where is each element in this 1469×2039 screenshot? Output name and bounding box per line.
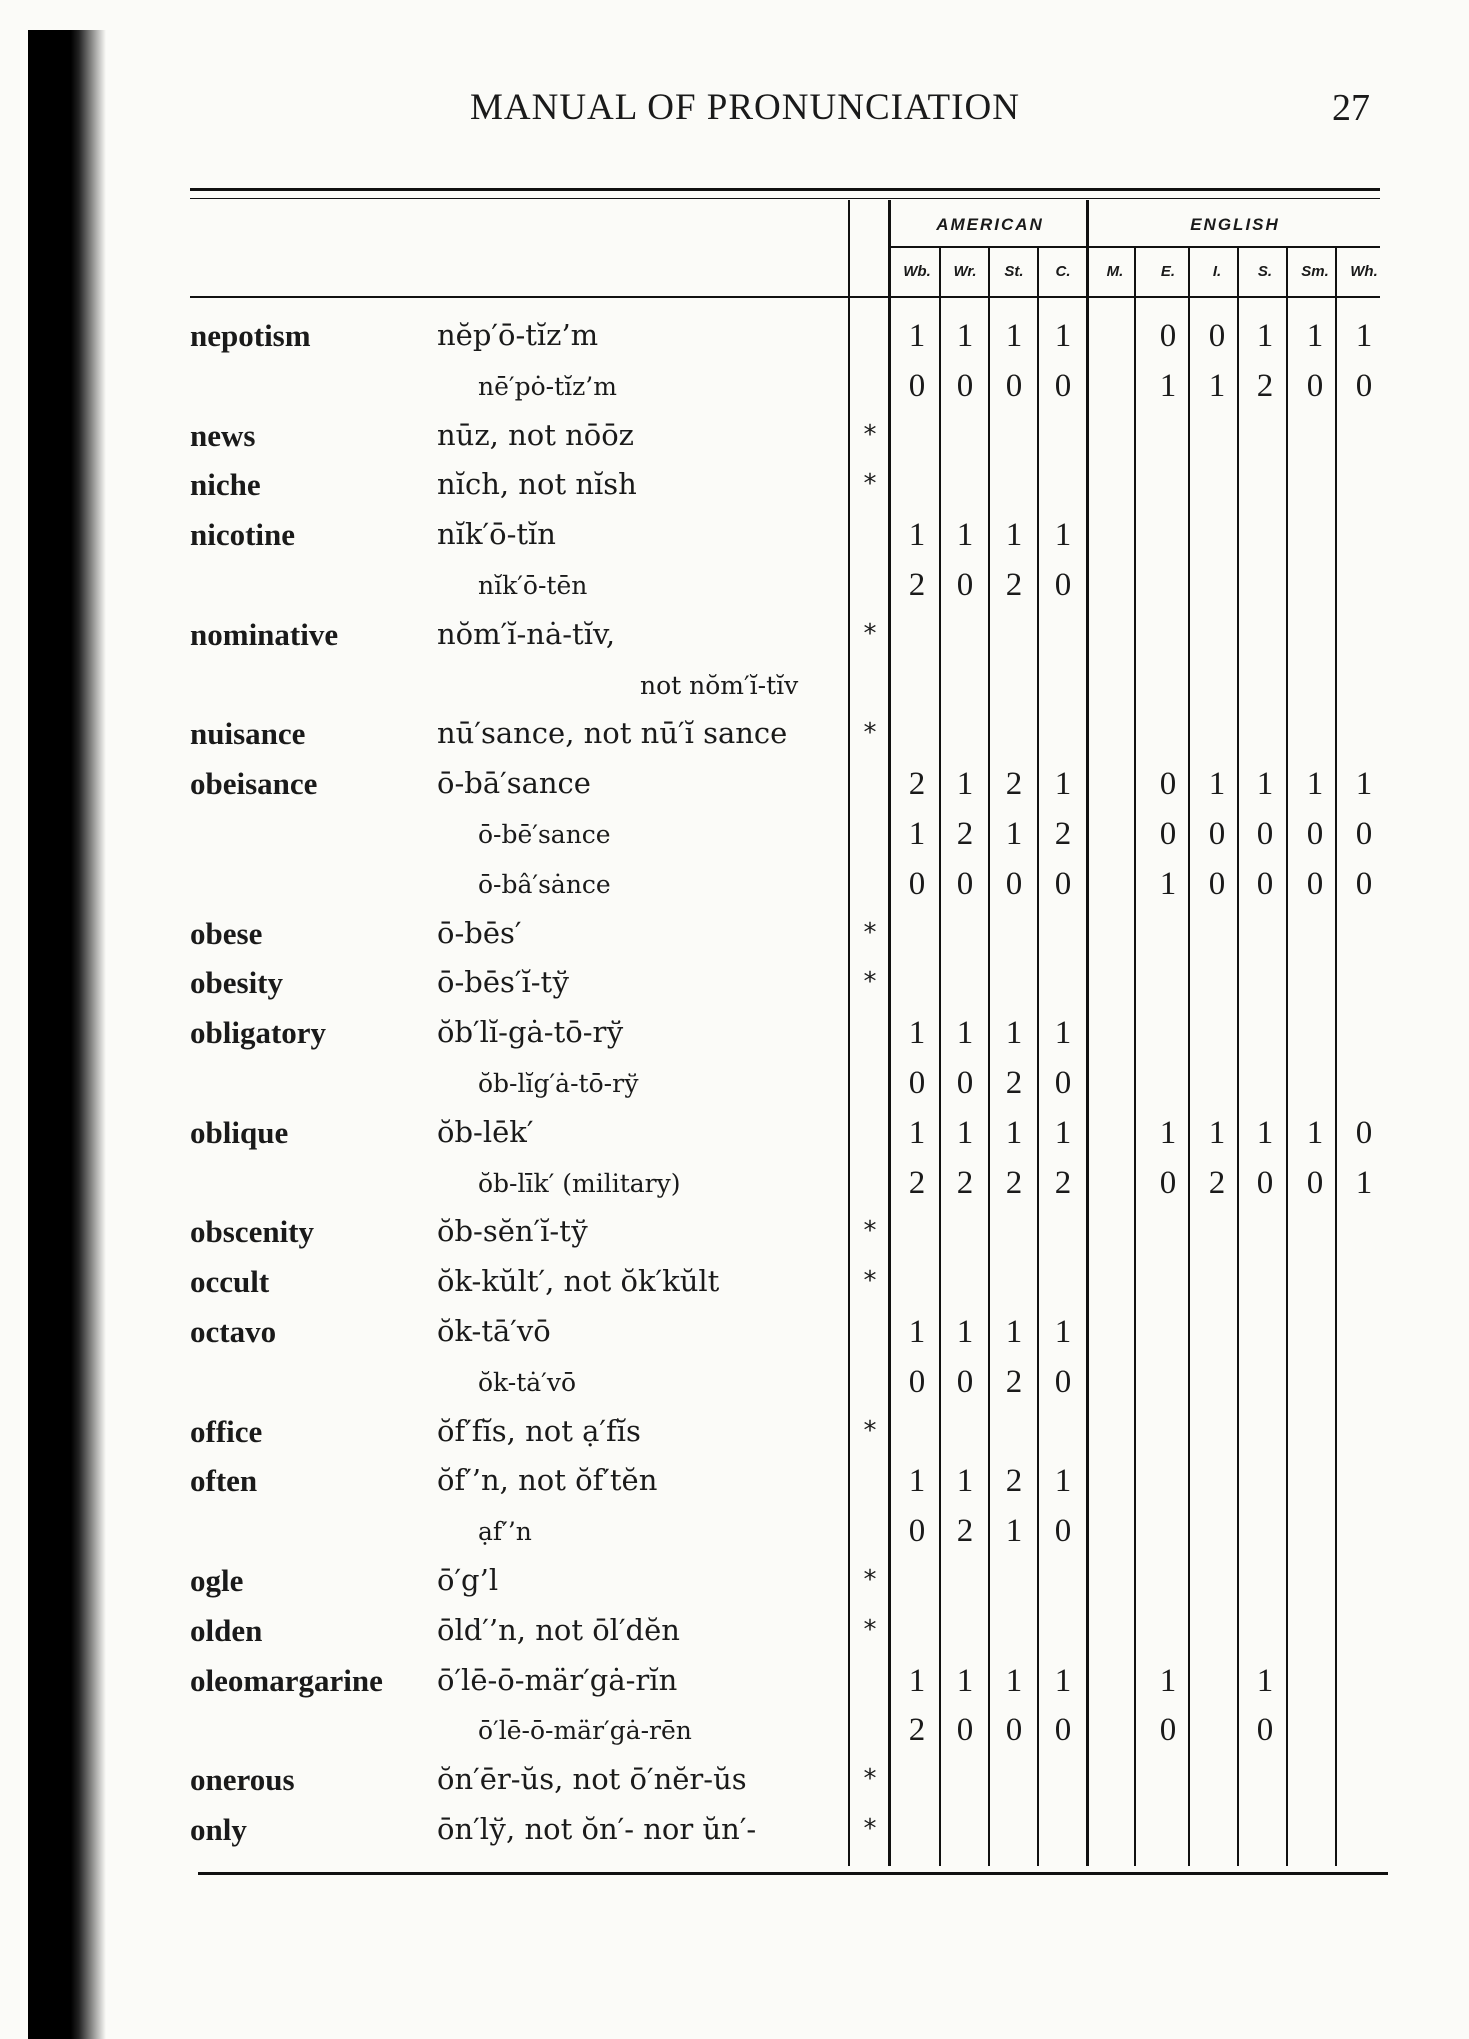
headword: olden	[190, 1612, 263, 1648]
group-label-english: ENGLISH	[1190, 215, 1280, 234]
american-count: 1	[956, 1314, 974, 1350]
pronunciation: ō-bē′sance	[478, 820, 611, 849]
table-row	[0, 1812, 1469, 1862]
preferred-marker: *	[863, 1764, 877, 1795]
pronunciation: ŏk-kŭlt′, not ŏk′kŭlt	[437, 1264, 720, 1299]
english-count: 0	[1159, 1712, 1177, 1749]
table-row	[0, 1115, 1469, 1165]
american-count: 2	[956, 816, 974, 852]
american-count: 1	[956, 517, 974, 554]
english-count: 0	[1208, 865, 1226, 902]
column-header-e: E.	[1160, 263, 1176, 280]
american-count: 2	[956, 1164, 974, 1201]
english-count: 0	[1208, 318, 1226, 354]
english-count: 0	[1256, 1712, 1274, 1749]
english-count: 1	[1256, 318, 1274, 354]
american-count: 2	[1054, 816, 1072, 852]
american-count: 2	[908, 567, 926, 603]
english-count: 1	[1306, 1114, 1324, 1151]
english-count: 0	[1159, 1164, 1177, 1201]
english-count: 0	[1208, 816, 1226, 852]
pronunciation: nĭk′ō-tēn	[478, 571, 588, 600]
headword: obscenity	[190, 1214, 314, 1250]
english-count: 0	[1256, 865, 1274, 902]
table-row	[0, 1165, 1469, 1215]
pronunciation: ŏb-sĕn′ĭ-tў	[437, 1214, 588, 1249]
column-header-wr: Wr.	[953, 263, 977, 280]
table-row	[0, 1414, 1469, 1464]
american-count: 1	[956, 766, 974, 803]
american-count: 1	[1005, 816, 1023, 852]
english-count: 1	[1208, 367, 1226, 404]
english-count: 1	[1256, 766, 1274, 803]
headword: nominative	[190, 616, 339, 652]
american-count: 2	[1005, 1065, 1023, 1101]
american-count: 2	[908, 1164, 926, 1201]
english-count: 1	[1355, 1164, 1373, 1201]
table-row	[0, 318, 1469, 368]
american-count: 1	[1005, 1662, 1023, 1699]
headword: ogle	[190, 1563, 244, 1598]
table-row	[0, 517, 1469, 567]
headword: nepotism	[190, 318, 311, 353]
english-count: 0	[1355, 1114, 1373, 1151]
headword: office	[190, 1413, 263, 1449]
table-row	[0, 1762, 1469, 1812]
english-count: 0	[1355, 816, 1373, 852]
american-count: 1	[1054, 517, 1072, 554]
american-count: 1	[1054, 1662, 1072, 1699]
american-count: 1	[908, 1114, 926, 1151]
table-row	[0, 1065, 1469, 1115]
headword: obligatory	[190, 1015, 327, 1051]
pronunciation: nē′pȯ-tĭz’m	[478, 371, 617, 401]
preferred-marker: *	[863, 1565, 877, 1595]
english-count: 1	[1306, 318, 1324, 354]
table-row	[0, 567, 1469, 617]
pronunciation: ō′g’l	[437, 1563, 499, 1597]
headword: obese	[190, 915, 263, 951]
table-row	[0, 667, 1469, 717]
preferred-marker: *	[863, 1614, 877, 1645]
headword: octavo	[190, 1314, 277, 1349]
table-row	[0, 1264, 1469, 1314]
preferred-marker: *	[863, 1814, 877, 1844]
table-row	[0, 368, 1469, 418]
american-count: 1	[1054, 1463, 1072, 1500]
headword: news	[190, 417, 256, 453]
table-row	[0, 418, 1469, 468]
pronunciation: nū′sance, not nū′ĭ sance	[437, 716, 788, 751]
column-header-s: S.	[1257, 263, 1273, 280]
pronunciation: ō-bēs′	[437, 915, 522, 950]
column-header-c: C.	[1055, 263, 1071, 280]
american-count: 1	[1054, 1314, 1072, 1350]
headword: onerous	[190, 1762, 295, 1798]
english-count: 0	[1306, 1164, 1324, 1201]
english-count: 1	[1355, 318, 1373, 354]
american-count: 1	[1005, 1314, 1023, 1350]
american-count: 0	[1054, 1363, 1072, 1400]
column-header-m: M.	[1106, 263, 1124, 280]
pronunciation: nĭk′ō-tĭn	[437, 517, 556, 552]
american-count: 1	[1005, 1513, 1023, 1550]
table-row	[0, 716, 1469, 766]
table-row	[0, 1563, 1469, 1613]
american-count: 0	[1054, 1712, 1072, 1749]
english-count: 1	[1159, 1662, 1177, 1699]
headword: often	[190, 1463, 258, 1499]
american-count: 2	[1054, 1164, 1072, 1201]
pronunciation: not nŏm′ĭ-tĭv	[640, 670, 799, 700]
pronunciation: ōn′lў, not ŏn′- nor ŭn′-	[437, 1812, 757, 1846]
american-count: 1	[908, 1015, 926, 1052]
pronunciation: ō-bēs′ĭ-tў	[437, 965, 570, 1000]
american-count: 0	[1054, 1065, 1072, 1101]
preferred-marker: *	[863, 917, 877, 948]
headword: nicotine	[190, 517, 296, 553]
table-row	[0, 1364, 1469, 1414]
american-count: 2	[1005, 1164, 1023, 1201]
english-count: 1	[1256, 1662, 1274, 1699]
american-count: 1	[956, 1114, 974, 1151]
column-header-st: St.	[1004, 263, 1024, 280]
table-row	[0, 1314, 1469, 1364]
table-row	[0, 1015, 1469, 1065]
english-count: 0	[1159, 766, 1177, 803]
english-count: 2	[1256, 367, 1274, 404]
table-row	[0, 866, 1469, 916]
american-count: 1	[956, 1662, 974, 1699]
american-count: 0	[956, 367, 974, 404]
running-title: MANUAL OF PRONUNCIATION	[470, 87, 1020, 128]
table-row	[0, 766, 1469, 816]
table-row	[0, 1663, 1469, 1713]
american-count: 0	[1054, 367, 1072, 404]
english-count: 1	[1306, 766, 1324, 803]
american-count: 0	[908, 865, 926, 902]
american-count: 2	[1005, 766, 1023, 803]
table-row	[0, 1513, 1469, 1563]
american-count: 1	[1054, 318, 1072, 354]
preferred-marker: *	[863, 1216, 877, 1247]
english-count: 0	[1159, 318, 1177, 354]
headword: oblique	[190, 1114, 289, 1150]
american-count: 1	[956, 1463, 974, 1500]
american-count: 0	[1054, 1513, 1072, 1550]
american-count: 0	[956, 1712, 974, 1749]
american-count: 0	[1054, 567, 1072, 603]
american-count: 1	[908, 816, 926, 852]
english-count: 0	[1355, 865, 1373, 902]
english-count: 0	[1306, 367, 1324, 404]
table-row	[0, 1214, 1469, 1264]
preferred-marker: *	[863, 469, 877, 500]
headword: obesity	[190, 965, 283, 1001]
preferred-marker: *	[863, 1415, 877, 1446]
column-header-wb: Wb.	[903, 263, 931, 280]
american-count: 0	[956, 1065, 974, 1101]
headword: nuisance	[190, 716, 306, 752]
headword: occult	[190, 1264, 270, 1300]
american-count: 1	[908, 1314, 926, 1350]
american-count: 2	[1005, 567, 1023, 603]
english-count: 0	[1306, 816, 1324, 852]
headword: oleomargarine	[190, 1662, 383, 1698]
american-count: 0	[908, 367, 926, 404]
preferred-marker: *	[863, 1266, 877, 1297]
english-count: 1	[1256, 1114, 1274, 1151]
english-count: 1	[1208, 1114, 1226, 1151]
american-count: 0	[956, 865, 974, 902]
headword: only	[190, 1812, 247, 1847]
american-count: 1	[908, 517, 926, 554]
pronunciation: ōld′’n, not ōl′dĕn	[437, 1612, 680, 1647]
american-count: 1	[1005, 1114, 1023, 1151]
preferred-marker: *	[863, 967, 877, 998]
table-row	[0, 617, 1469, 667]
table-row	[0, 965, 1469, 1015]
american-count: 2	[908, 766, 926, 803]
pronunciation: ō′lē-ō-mär′gȧ-rēn	[478, 1716, 692, 1746]
preferred-marker: *	[863, 618, 877, 649]
table-row	[0, 467, 1469, 517]
english-count: 1	[1208, 766, 1226, 803]
table-row	[0, 916, 1469, 966]
headword: obeisance	[190, 766, 318, 802]
english-count: 2	[1208, 1164, 1226, 1201]
american-count: 0	[1005, 865, 1023, 902]
english-count: 0	[1355, 367, 1373, 404]
pronunciation: ŏk-tā′vō	[437, 1314, 551, 1348]
column-header-sm: Sm.	[1301, 263, 1329, 280]
american-count: 1	[956, 1015, 974, 1052]
pronunciation: ŏn′ēr-ŭs, not ō′nĕr-ŭs	[437, 1762, 747, 1797]
english-count: 0	[1306, 865, 1324, 902]
american-count: 1	[956, 318, 974, 354]
english-count: 0	[1256, 816, 1274, 852]
pronunciation: nĕp′ō-tĭz’m	[437, 318, 599, 352]
pronunciation: ŏb-lĭg′ȧ-tō-rў	[478, 1069, 639, 1098]
group-label-american: AMERICAN	[936, 215, 1044, 234]
pronunciation: ŏf′fĭs, not ạ′fĭs	[437, 1413, 641, 1448]
american-count: 2	[1005, 1363, 1023, 1400]
pronunciation: nūz, not nōōz	[437, 417, 634, 452]
preferred-marker: *	[863, 718, 877, 749]
american-count: 1	[1054, 1114, 1072, 1151]
american-count: 1	[1054, 766, 1072, 803]
column-header-i: I.	[1212, 263, 1222, 280]
american-count: 0	[1005, 367, 1023, 404]
american-count: 2	[956, 1513, 974, 1550]
english-count: 1	[1159, 1114, 1177, 1151]
table-row	[0, 1463, 1469, 1513]
american-count: 1	[908, 1662, 926, 1699]
pronunciation: ŏk-tȧ′vō	[478, 1367, 577, 1397]
headword: niche	[190, 467, 261, 503]
american-count: 1	[1005, 318, 1023, 354]
table-row	[0, 1613, 1469, 1663]
american-count: 1	[908, 1463, 926, 1500]
american-count: 0	[956, 567, 974, 603]
american-count: 1	[1054, 1015, 1072, 1052]
preferred-marker: *	[863, 419, 877, 450]
english-count: 0	[1256, 1164, 1274, 1201]
american-count: 1	[908, 318, 926, 354]
english-count: 1	[1355, 766, 1373, 803]
pronunciation: ŏb′lĭ-gȧ-tō-rў	[437, 1015, 624, 1050]
pronunciation: ŏb-līk′ (military)	[478, 1168, 681, 1198]
english-count: 1	[1159, 865, 1177, 902]
american-count: 0	[908, 1513, 926, 1550]
american-count: 0	[908, 1363, 926, 1400]
pronunciation: ŏb-lēk′	[437, 1114, 534, 1149]
american-count: 1	[1005, 1015, 1023, 1052]
english-count: 0	[1159, 816, 1177, 852]
pronunciation: ō-bā′sance	[437, 766, 591, 801]
american-count: 0	[956, 1363, 974, 1400]
american-count: 0	[1054, 865, 1072, 902]
pronunciation: nŏm′ĭ-nȧ-tĭv,	[437, 616, 616, 651]
pronunciation: ō-bâ′sȧnce	[478, 869, 611, 899]
pronunciation: nĭch, not nĭsh	[437, 467, 637, 502]
pronunciation: ŏf′’n, not ŏf′tĕn	[437, 1463, 658, 1498]
american-count: 0	[908, 1065, 926, 1101]
column-header-wh: Wh.	[1350, 263, 1378, 280]
american-count: 1	[1005, 517, 1023, 554]
american-count: 2	[908, 1712, 926, 1749]
english-count: 1	[1159, 367, 1177, 404]
table-row	[0, 1712, 1469, 1762]
pronunciation: ạf′’n	[478, 1517, 532, 1547]
pronunciation: ō′lē-ō-mär′gȧ-rĭn	[437, 1662, 678, 1697]
american-count: 2	[1005, 1463, 1023, 1500]
page-number: 27	[1332, 87, 1370, 129]
table-row	[0, 816, 1469, 866]
american-count: 0	[1005, 1712, 1023, 1749]
